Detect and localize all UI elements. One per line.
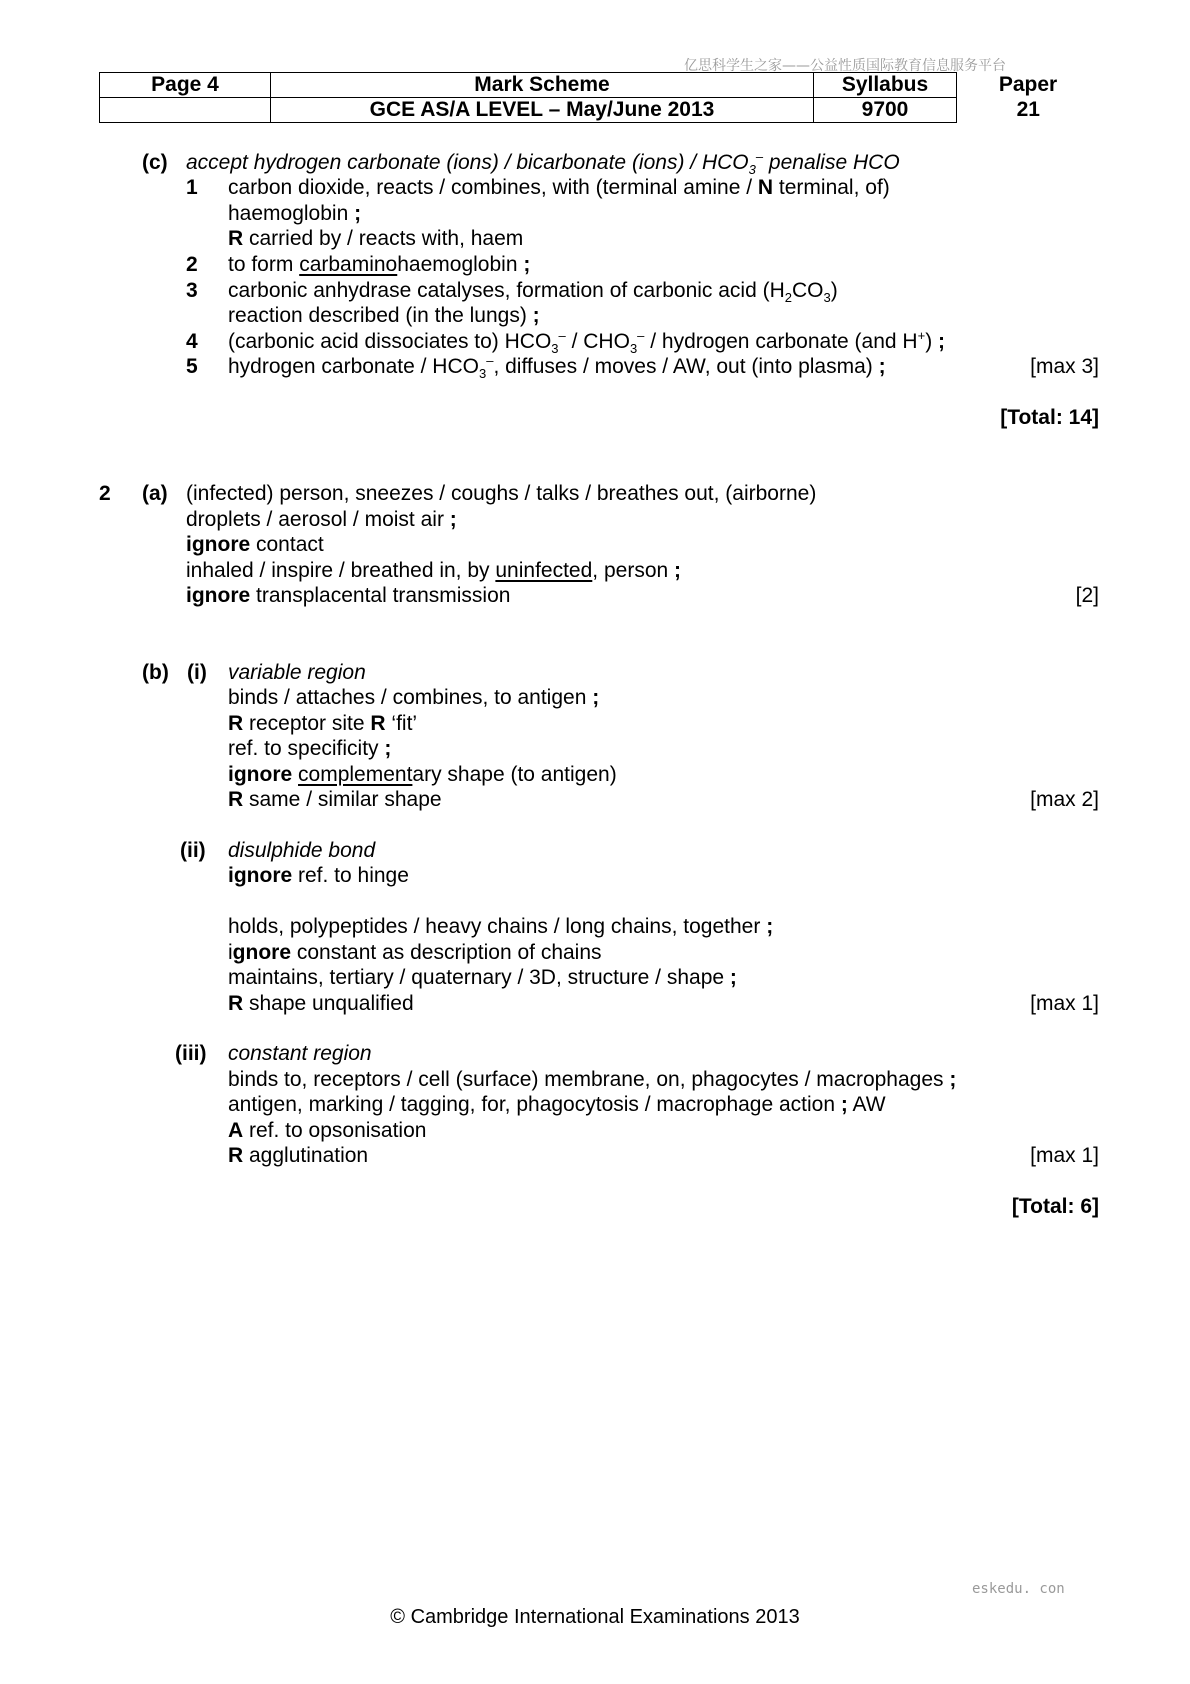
q1c-point-2-number: 2 — [186, 253, 198, 276]
q1c-point-3-number: 3 — [186, 279, 198, 302]
q2b-i-label: (i) — [187, 661, 207, 684]
q2b-iii-label: (iii) — [175, 1042, 207, 1065]
q2a-line-5: ignore transplacental transmission — [186, 584, 511, 607]
q2b-ii-line-4: maintains, tertiary / quaternary / 3D, structure / shape ; — [228, 966, 737, 989]
q1c-point-2: to form carbaminohaemoglobin ; — [228, 253, 531, 276]
q1c-accept: accept hydrogen carbonate (ions) / bicarbonate (ions) / $HCO_3^-$ penalise HCO — [186, 149, 900, 178]
q2b-label: (b) — [142, 661, 169, 684]
q2b-iii-title: constant region — [228, 1042, 372, 1065]
q2b-i-title: variable region — [228, 661, 366, 684]
q1c-point-5: hydrogen carbonate / $HCO_3^-$, diffuses / moves / AW, out (into plasma) ; — [228, 353, 886, 382]
footer-copyright: © Cambridge International Examinations 2013 — [390, 1606, 800, 1628]
q1c-point-1-number: 1 — [186, 176, 198, 199]
q2-total: [Total: 6] — [1011, 1195, 1099, 1218]
mark-scheme-title: Mark Scheme — [271, 73, 814, 98]
q2b-i-mark: [max 2] — [1030, 788, 1099, 811]
q2b-ii-line-3: ignore constant as description of chains — [228, 941, 602, 964]
q2b-i-line-4: ignore complementary shape (to antigen) — [228, 763, 617, 786]
q2a-line-1: (infected) person, sneezes / coughs / talks / breathes out, (airborne) — [186, 482, 817, 505]
q2b-ii-line-2: holds, polypeptides / heavy chains / long chains, together ; — [228, 915, 774, 938]
exam-title: GCE AS/A LEVEL – May/June 2013 — [271, 98, 814, 123]
q2a-line-4: inhaled / inspire / breathed in, by uninfected, person ; — [186, 559, 682, 582]
q2b-i-line-3: ref. to specificity ; — [228, 737, 392, 760]
q2b-ii-title: disulphide bond — [228, 839, 376, 862]
q2b-i-line-1: binds / attaches / combines, to antigen ; — [228, 686, 600, 709]
q2b-iii-mark: [max 1] — [1030, 1144, 1099, 1167]
q2a-mark: [2] — [1075, 584, 1099, 607]
paper-label: Paper — [998, 73, 1058, 96]
syllabus-code: 9700 — [814, 98, 957, 123]
q1-total: [Total: 14] — [1000, 406, 1099, 429]
syllabus-label: Syllabus — [814, 73, 957, 98]
page-number: Page 4 — [100, 73, 271, 98]
q1c-point-4-number: 4 — [186, 330, 198, 353]
q1c-reject-1: R carried by / reacts with, haem — [228, 227, 524, 250]
q1c-max-mark: [max 3] — [1030, 355, 1099, 378]
q2a-label: (a) — [142, 482, 168, 505]
q2b-iii-line-2: antigen, marking / tagging, for, phagocytosis / macrophage action ; AW — [228, 1093, 886, 1116]
q1c-point-4: (carbonic acid dissociates to) $HCO_3^- / CHO_3^-$ / hydrogen carbonate (and H+) ; — [228, 328, 946, 357]
q1c-label: (c) — [142, 151, 168, 174]
page-blank — [100, 98, 271, 123]
q1c-point-3-cont: reaction described (in the lungs) ; — [228, 304, 540, 327]
q2a-line-2: droplets / aerosol / moist air ; — [186, 508, 457, 531]
q2b-i-line-2: R receptor site R ‘fit’ — [228, 712, 418, 735]
watermark-bottom: eskedu. con — [972, 1581, 1065, 1597]
q2b-ii-line-5: R shape unqualified — [228, 992, 414, 1015]
paper-number: 21 — [1016, 98, 1040, 121]
q2a-line-3: ignore contact — [186, 533, 324, 556]
q1c-point-1: carbon dioxide, reacts / combines, with (terminal amine / N terminal, of) — [228, 176, 890, 199]
q1c-point-3: carbonic anhydrase catalyses, formation of carbonic acid $(H_2CO_3)$ — [228, 279, 838, 306]
q2b-ii-line-1: ignore ref. to hinge — [228, 864, 409, 887]
q2b-iii-line-3: A ref. to opsonisation — [228, 1119, 427, 1142]
q2b-i-line-5: R same / similar shape — [228, 788, 442, 811]
q1c-point-1-cont: haemoglobin ; — [228, 202, 362, 225]
header-table — [99, 72, 1100, 123]
watermark-top: 亿思科学生之家——公益性质国际教育信息服务平台 — [684, 58, 1006, 74]
q2b-iii-line-1: binds to, receptors / cell (surface) membrane, on, phagocytes / macrophages ; — [228, 1068, 957, 1091]
q2b-ii-label: (ii) — [180, 839, 206, 862]
q1c-point-5-number: 5 — [186, 355, 198, 378]
q2b-ii-mark: [max 1] — [1030, 992, 1099, 1015]
q2-number: 2 — [99, 482, 111, 505]
q2b-iii-line-4: R agglutination — [228, 1144, 369, 1167]
